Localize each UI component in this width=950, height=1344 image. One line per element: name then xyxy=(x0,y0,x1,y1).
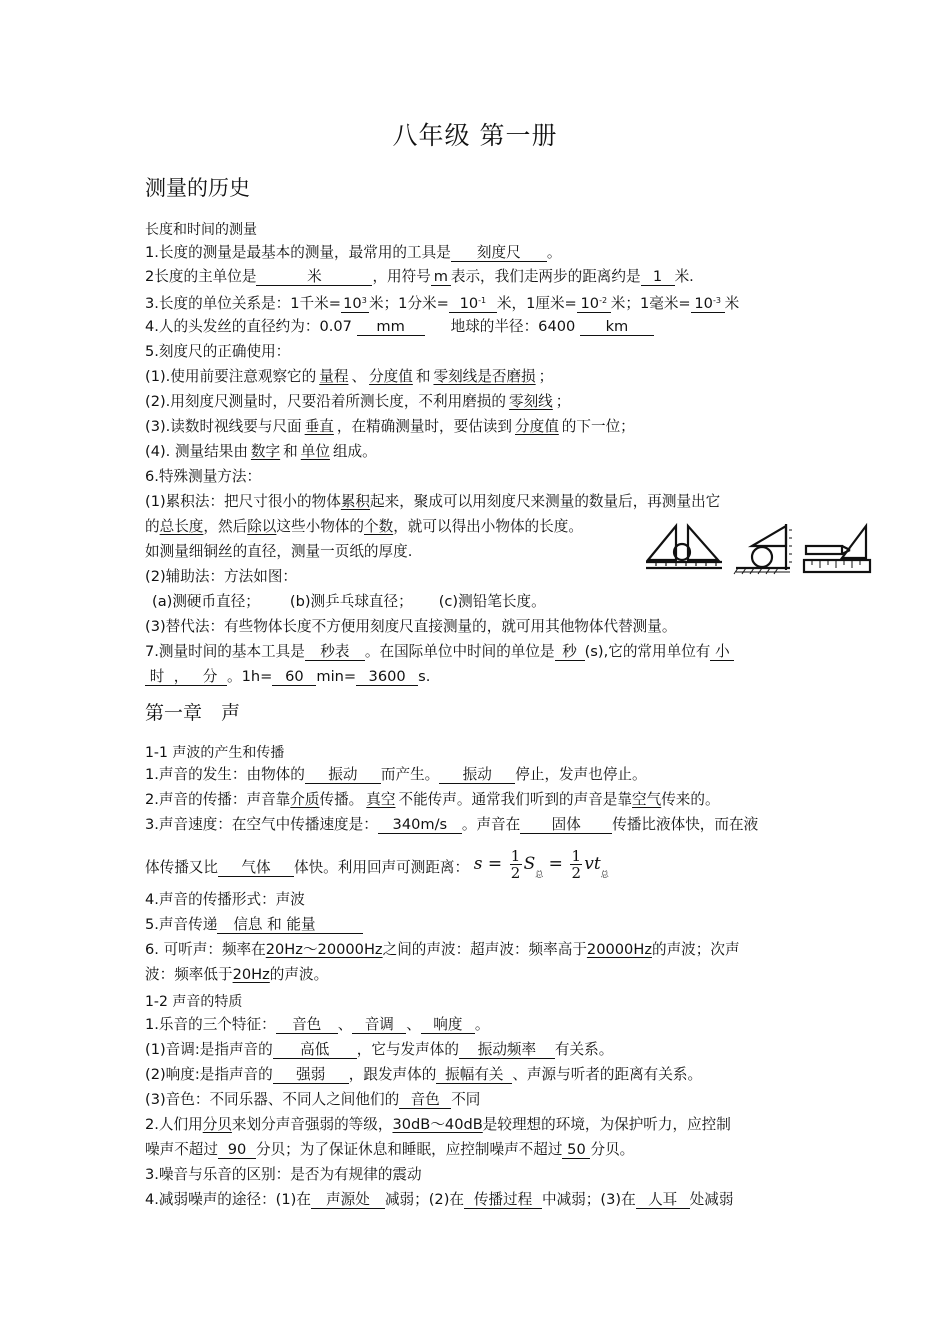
line-11: (1)累积法：把尺寸很小的物体累积起来，聚成可以用刻度尺来测量的数量后，再测量出它 xyxy=(145,493,721,510)
answer-blank: 刻度尺 xyxy=(451,245,547,262)
answer-blank: 米 xyxy=(256,269,372,286)
line-9: (4). 测量结果由 数字 和 单位 组成。 xyxy=(145,443,377,460)
answer-blank: 1 xyxy=(641,269,675,286)
line-8: (3).读数时视线要与尺面 垂直 ，在精确测量时，要估读到 分度值 的下一位； xyxy=(145,418,635,435)
line-s3: 3.声音速度：在空气中传播速度是： 340m/s 。声音在 固体 传播比液体快，而在液 xyxy=(145,816,759,833)
line-10: 6.特殊测量方法： xyxy=(145,468,262,485)
line-s1: 1.声音的发生：由物体的 振动 而产生。 振动 停止，发声也停止。 xyxy=(145,766,647,783)
line-13: 如测量细铜丝的直径，测量一页纸的厚度. xyxy=(145,543,413,560)
line-s8: 波：频率低于20Hz的声波。 xyxy=(145,966,329,983)
line-4: 4.人的头发丝的直径约为：0.07 mm 地球的半径：6400 km xyxy=(145,318,654,336)
line-14: (2)辅助法：方法如图： xyxy=(145,568,298,585)
measurement-method-figures xyxy=(646,522,872,578)
line-12: 的总长度，然后除以这些小物体的个数，就可以得出小物体的长度。 xyxy=(145,518,583,535)
answer-blank: 秒 xyxy=(555,644,585,661)
echo-distance-formula: s = $\frac{1}{2}$ $S_总$ = $\frac{1}{2}$ $vt_总$ xyxy=(473,847,609,882)
line-s5: 4.声音的传播形式：声波 xyxy=(145,891,305,908)
line-2: 2长度的主单位是 米 ，用符号 m 表示，我们走两步的距离约是 1 米. xyxy=(145,268,694,285)
answer-blank: $10^{-1}$ xyxy=(449,293,497,313)
line-t1: 1.乐音的三个特征： 音色 、 音调 、 响度 。 xyxy=(145,1016,490,1033)
line-17: 7.测量时间的基本工具是 秒表 。在国际单位中时间的单位是 秒 (s),它的常用单位有 小 xyxy=(145,643,734,661)
answer-blank: 3600 xyxy=(356,669,418,686)
subheading-sound-production: 1-1 声波的产生和传播 xyxy=(145,745,285,761)
answer-blank: 秒表 xyxy=(305,644,365,661)
answer-blank: $10^{-2}$ xyxy=(577,293,611,313)
line-t4: (3)音色：不同乐器、不同人之间他们的 音色 不同 xyxy=(145,1091,481,1108)
document-title: 八年级 第一册 xyxy=(392,121,558,150)
line-7: (2).用刻度尺测量时，尺要沿着所测长度，不利用磨损的 零刻线 ； xyxy=(145,393,571,410)
coin-diameter-figure xyxy=(646,526,722,568)
line-t7: 3.噪音与乐音的区别：是否为有规律的震动 xyxy=(145,1166,422,1183)
line-t3: (2)响度:是指声音的 强弱 ，跟发声体的 振幅有关 、声源与听者的距离有关系。 xyxy=(145,1066,703,1083)
answer-blank: $10^3$ xyxy=(341,293,369,313)
line-t6: 噪声不超过 90 分贝；为了保证休息和睡眠，应控制噪声不超过 50 分贝。 xyxy=(145,1141,635,1158)
line-3: 3.长度的单位关系是：1千米= $10^3$ 米；1分米= $10^{-1}$ 米，1厘米= $10^{-2}$ 米；1毫米= $10^{-3}$ 米 xyxy=(145,295,740,312)
answer-blank: 60 xyxy=(272,669,316,686)
chapter-heading-sound: 第一章 声 xyxy=(145,702,241,724)
answer-blank: km xyxy=(580,319,654,336)
line-1: 1.长度的测量是最基本的测量，最常用的工具是 刻度尺 。 xyxy=(145,244,562,261)
answer-blank: mm xyxy=(357,319,425,336)
line-t5: 2.人们用分贝来划分声音强弱的等级，30dB～40dB是较理想的环境，为保护听力，应控制 xyxy=(145,1116,731,1133)
subheading-length-time: 长度和时间的测量 xyxy=(145,222,257,238)
line-6: (1).使用前要注意观察它的 量程 、 分度值 和 零刻线是否磨损 ； xyxy=(145,368,554,385)
line-s4: 体传播又比 气体 体快。利用回声可测距离： s = $\frac{1}{2}$ $S_总$ = $\frac{1}{2}$ $vt_总$ xyxy=(145,848,609,888)
line-s2: 2.声音的传播：声音靠介质传播。 真空 不能传声。通常我们听到的声音是靠空气传来的。 xyxy=(145,791,720,808)
ball-diameter-figure xyxy=(734,524,792,574)
line-t8: 4.减弱噪声的途径：(1)在 声源处 减弱；(2)在 传播过程 中减弱；(3)在 人耳 处减弱 xyxy=(145,1191,734,1208)
line-5: 5.刻度尺的正确使用： xyxy=(145,343,291,360)
section-heading-measurement: 测量的历史 xyxy=(145,176,250,200)
line-16: (3)替代法：有些物体长度不方便用刻度尺直接测量的，就可用其他物体代替测量。 xyxy=(145,618,677,635)
line-15: (a)测硬币直径； (b)测乒乓球直径； (c)测铅笔长度。 xyxy=(152,593,546,610)
answer-blank: m xyxy=(431,269,451,286)
line-t2: (1)音调:是指声音的 高低 ，它与发声体的 振动频率 有关系。 xyxy=(145,1041,614,1058)
line-s7: 6. 可听声：频率在20Hz～20000Hz之间的声波：超声波：频率高于20000Hz的声波；次声 xyxy=(145,941,740,958)
line-s6: 5.声音传递 信息 和 能量 xyxy=(145,916,363,934)
line-18: 时 ， 分 。1h= 60 min= 3600 s. xyxy=(145,668,430,686)
answer-blank: 小 xyxy=(710,644,734,661)
subheading-sound-features: 1-2 声音的特质 xyxy=(145,994,243,1010)
answer-blank: $10^{-3}$ xyxy=(691,293,725,313)
pencil-length-figure xyxy=(804,526,870,572)
